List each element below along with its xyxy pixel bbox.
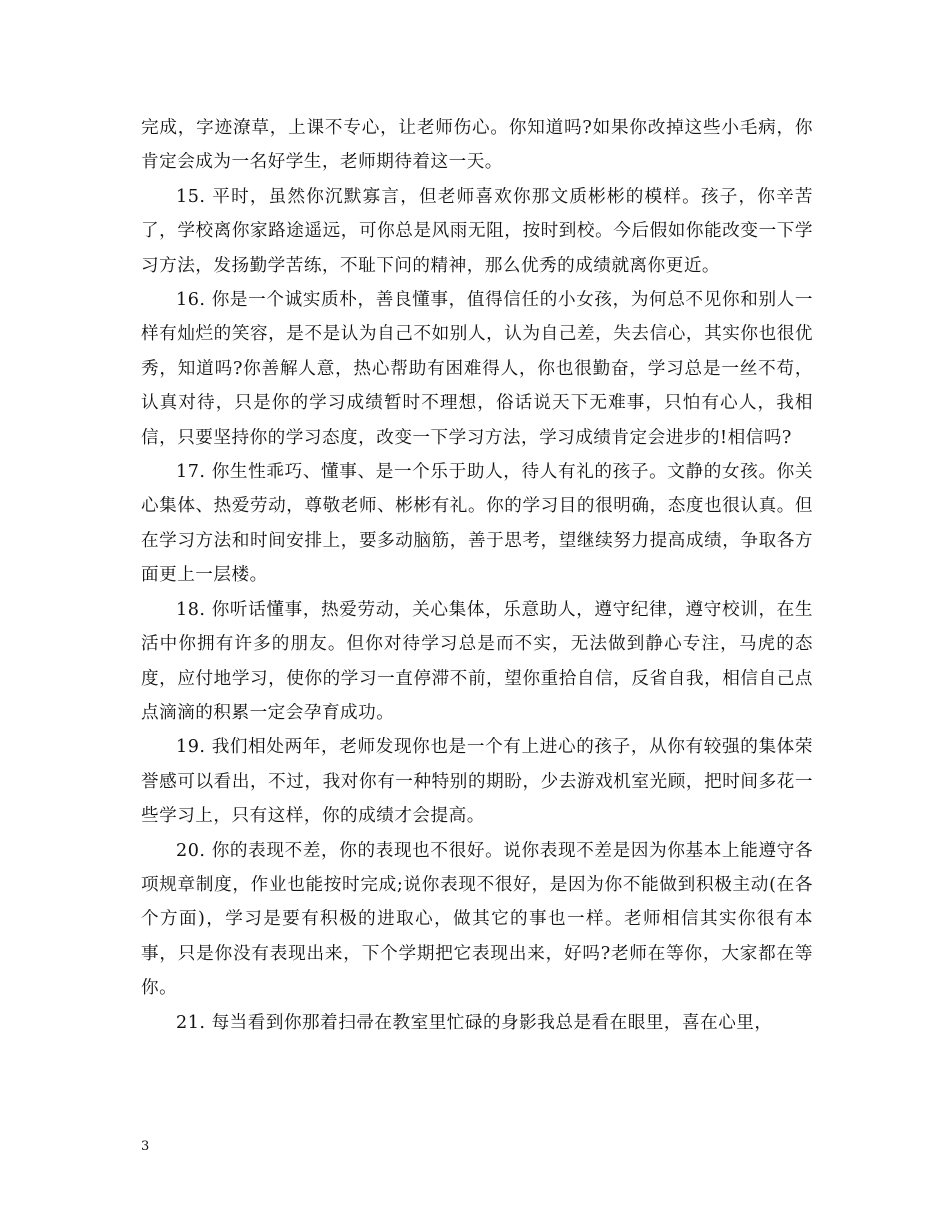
body-text	[141, 111, 813, 1040]
paragraph-16: 16. 你是一个诚实质朴，善良懂事，值得信任的小女孩，为何总不见你和别人一样有灿烂的笑容，是不是认为自己不如别人，认为自己差，失去信心，其实你也很优秀，知道吗?你善解人意，热心帮助有困难得人，你也很勤奋，学习总是一丝不苟，认真对待，只是你的学习成绩暂时不理想，俗话说天下无难事，只怕有心人，我相信，只要坚持你的学习态度，改变一下学习方法，学习成绩肯定会进步的!相信吗?	[141, 290, 813, 448]
paragraph-15: 15. 平时，虽然你沉默寡言，但老师喜欢你那文质彬彬的模样。孩子，你辛苦了，学校离你家路途遥远，可你总是风雨无阻，按时到校。今后假如你能改变一下学习方法，发扬勤学苦练，不耻下问的精神，那么优秀的成绩就离你更近。	[141, 186, 813, 276]
paragraph-continuation: 完成，字迹潦草，上课不专心，让老师伤心。你知道吗?如果你改掉这些小毛病，你肯定会成为一名好学生，老师期待着这一天。	[141, 118, 813, 173]
paragraph-18: 18. 你听话懂事，热爱劳动，关心集体，乐意助人，遵守纪律，遵守校训，在生活中你拥有许多的朋友。但你对待学习总是而不实，无法做到静心专注，马虎的态度，应付地学习，使你的学习一直停滞不前，望你重拾自信，反省自我，相信自己点点滴滴的积累一定会孕育成功。	[141, 599, 813, 723]
page-number: 3	[141, 1139, 150, 1154]
paragraph-20: 20. 你的表现不差，你的表现也不很好。说你表现不差是因为你基本上能遵守各项规章制度，作业也能按时完成;说你表现不很好，是因为你不能做到积极主动(在各个方面)，学习是要有积极的进取心，做其它的事也一样。老师相信其实你很有本事，只是你没有表现出来，下个学期把它表现出来，好吗?老师在等你，大家都在等你。	[141, 840, 813, 999]
paragraph-17: 17. 你生性乖巧、懂事、是一个乐于助人，待人有礼的孩子。文静的女孩。你关心集体、热爱劳动，尊敬老师、彬彬有礼。你的学习目的很明确，态度也很认真。但在学习方法和时间安排上，要多动脑筋，善于思考，望继续努力提高成绩，争取各方面更上一层楼。	[141, 462, 813, 586]
paragraph-19: 19. 我们相处两年，老师发现你也是一个有上进心的孩子，从你有较强的集体荣誉感可以看出，不过，我对你有一种特别的期盼，少去游戏机室光顾，把时间多花一些学习上，只有这样，你的成绩才会提高。	[141, 737, 813, 827]
paragraph-21: 21. 每当看到你那着扫帚在教室里忙碌的身影我总是看在眼里，喜在心里，	[176, 1012, 773, 1033]
